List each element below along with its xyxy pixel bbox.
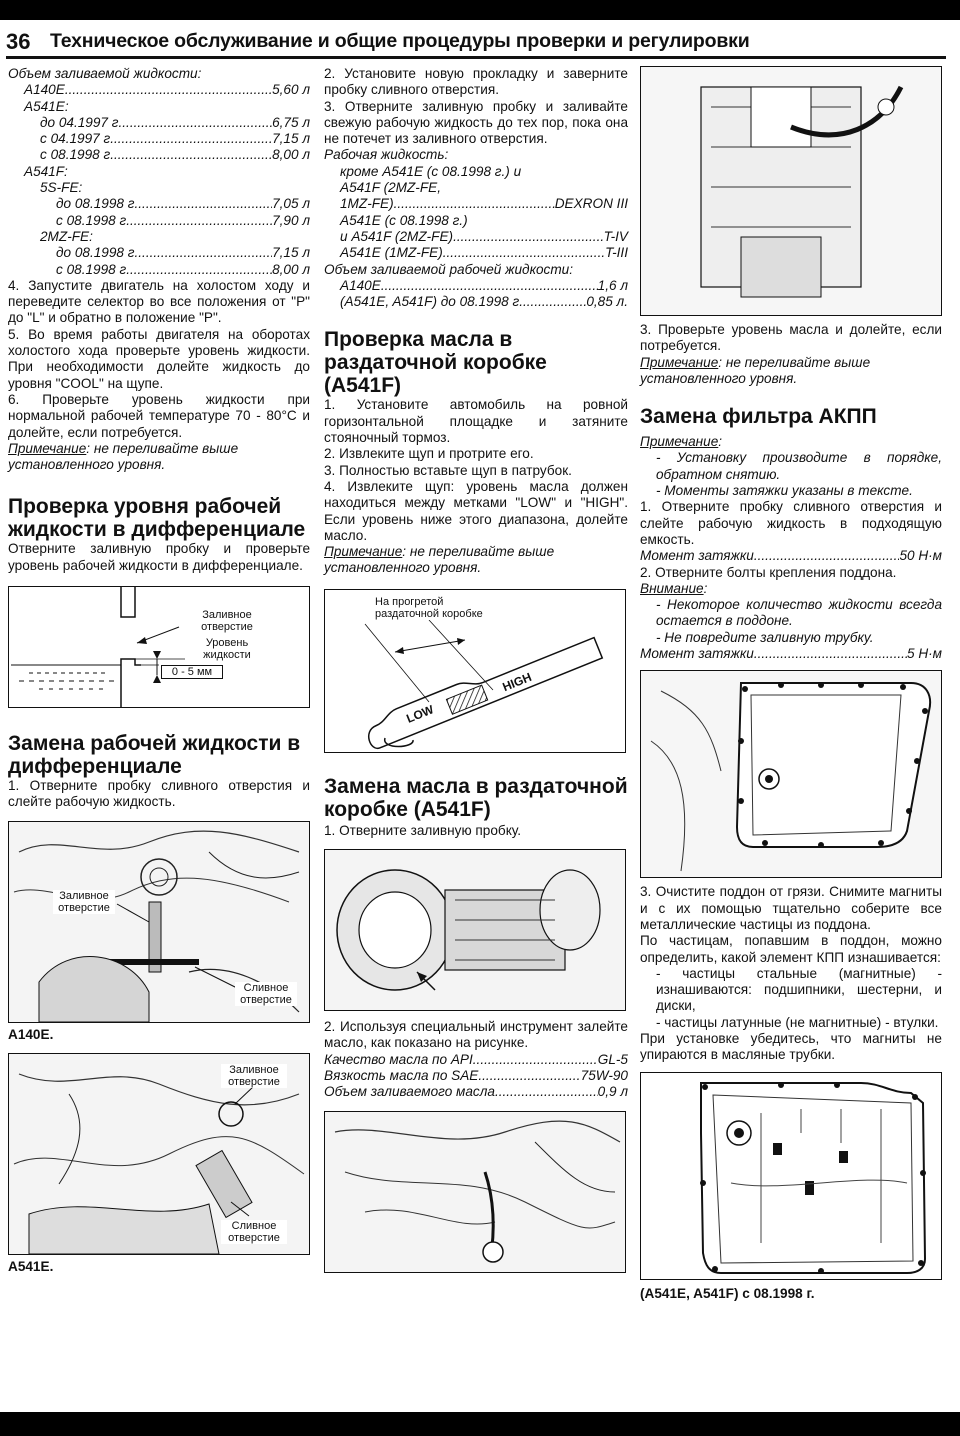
high-mark-label: HIGH [500,669,534,694]
note-text: : не переливайте выше установленного уровня. [640,354,871,386]
list-item: - Установку производите в порядке, обратном снятию. [656,450,942,482]
spec-row-3: Объем заливаемого масла ..... 0,9 л [324,1084,628,1100]
volume-row: 5S-FE: [40,180,83,196]
note-label: Примечание [640,354,719,370]
volume-row: A140E ..... 5,60 л [8,82,310,98]
volume-spec-list [8,82,310,278]
note2: Примечание: [640,434,723,450]
note-text: : не переливайте выше установленного уровня. [324,544,555,576]
pan-magnets-drawing [641,1073,941,1279]
volume-row: A541F: [24,163,68,179]
fluid-level-label: Уровень жидкости [185,637,269,661]
tr-step-2: 2. Используя специальный инструмент залейте масло, как показано на рисунке. [324,1019,628,1051]
manual-page [0,20,960,1412]
filler-hole-label: Заливное отверстие [221,1064,287,1088]
volume-row: 2MZ-FE: [40,228,93,244]
warning: Внимание: [640,580,708,596]
step-2: 2. Установите новую прокладку и заверните пробку сливного отверстия. [324,66,628,98]
volume-row: до 04.1997 г ..... 6,75 л [8,115,310,131]
install-note: При установке убедитесь, что магниты не упираются в масляные трубки. [640,1031,942,1063]
tc-step-2: 2. Извлеките щуп и протрите его. [324,446,534,462]
diff-replace-step-1: 1. Отверните пробку сливного отверстия и слейте рабочую жидкость. [8,778,310,810]
step-1: 1. Отверните пробку сливного отверстия и слейте рабочую жидкость в подходящую емкость. [640,499,942,547]
drain-hole-label: Сливное отверстие [221,1220,287,1244]
list-item: - Моменты затяжки указаны в тексте. [656,483,913,499]
a140e-caption: A140E. [8,1026,54,1042]
list-item: - частицы стальные (магнитные) - изнашиваются: подшипники, шестерни, и диски, [656,965,942,1014]
page-title: Техническое обслуживание и общие процедуры проверки и регулировки [50,30,750,52]
volume-row: с 08.1998 г ..... 7,90 л [8,213,310,229]
tc-step-1: 1. Установите автомобиль на ровной горизонтальной площадке и затяните стояночный тормоз. [324,397,628,446]
particles-list [640,966,942,1031]
pan-magnets-figure [640,1072,942,1280]
transfer-filler-figure [640,66,942,316]
step-4: 4. Запустите двигатель на холостом ходу и переведите селектор во все положения от "P" до "L" и обратно в положение "P". [8,277,310,326]
low-mark-label: LOW [404,701,436,726]
column-2 [324,66,628,1273]
filler-hole-label: Заливное отверстие [53,890,115,914]
step-6: 6. Проверьте уровень жидкости при нормальной рабочей температуре 70 - 80°C и долейте, если потребуется. [8,391,310,440]
fluid-title: Рабочая жидкость: [324,147,449,163]
column-1 [8,66,310,1275]
transfer-check-heading: Проверка масла в раздаточной коробке (A541F) [324,328,547,398]
note-text: : не переливайте выше установленного уровня. [8,440,239,473]
volume-row: с 08.1998 г ..... 8,00 л [8,147,310,163]
note [640,355,942,388]
fluid-row-2: и A541F (2MZ-FE) ..... T-IV [324,229,628,245]
step-3: 3. Проверьте уровень масла и долейте, если потребуется. [640,322,942,354]
transfer-filler-drawing [641,67,941,315]
tr-step-1: 1. Отверните заливную пробку. [324,822,522,838]
step-2: 2. Отверните болты крепления поддона. [640,564,897,580]
list-item: - частицы латунные (не магнитные) - втулки. [656,1014,939,1030]
spec-row-1: Качество масла по API ..... GL-5 [324,1052,628,1068]
step-3b: 3. Очистите поддон от грязи. Снимите магниты и с их помощью тщательно соберите все металлические частицы из поддона. [640,884,942,932]
volume-row-2: (A541E, A541F) до 08.1998 г ..... 0,85 л. [324,294,628,310]
step-5: 5. Во время работы двигателя на оборотах холостого хода проверьте уровень жидкости. При необходимости долейте жидкость до уровня "COOL" на щупе. [8,326,310,391]
oil-filling-figure [324,1111,626,1273]
oil-pan-drawing [641,671,941,877]
filter-heading: Замена фильтра АКПП [640,405,877,429]
fluid-row-3: A541E (1MZ-FE) ..... T-III [324,245,628,261]
volume-title: Объем заливаемой рабочей жидкости: [324,261,574,277]
oil-pan-figure [640,670,942,878]
volume-title: Объем заливаемой жидкости: [8,66,202,81]
fluid-row-1: 1MZ-FE) ..... DEXRON III [324,196,628,212]
diff-level-figure [8,586,310,708]
note2-label: Примечание [640,434,719,450]
pan-caption: (A541E, A541F) с 08.1998 г. [640,1285,815,1301]
volume-row: до 08.1998 г ..... 7,15 л [8,245,310,261]
step-3: 3. Отверните заливную пробку и заливайте свежую рабочую жидкость до тех пор, пока она не потечет из заливного отверстия. [324,98,628,147]
tc-step-4: 4. Извлеките щуп: уровень масла должен находиться между метками "LOW" и "HIGH". Если уровень ниже этого диапазона, долейте масло. [324,478,628,543]
fluid-line-2: A541F (2MZ-FE, [340,180,441,196]
a541e-caption: A541E. [8,1258,54,1274]
column-3 [640,66,942,1302]
oil-filling-drawing [325,1112,625,1272]
transfer-case-drawing [325,850,625,1010]
fluid-line-1: кроме A541E (с 08.1998 г.) и [340,163,522,179]
volume-row: с 08.1998 г ..... 8,00 л [8,262,310,278]
page-header [6,26,946,59]
note-label: Примечание [324,544,403,560]
note-label: Примечание [8,440,87,456]
diff-replace-heading: Замена рабочей жидкости в дифференциале [8,732,301,779]
filler-hole-label: Заливное отверстие [185,609,269,633]
warning-list [640,597,942,646]
range-label: 0 - 5 мм [161,665,223,679]
a140e-figure [8,821,310,1023]
torque-row-2: Момент затяжки ..... 5 Н·м [640,646,942,662]
torque-row-1: Момент затяжки ..... 50 Н·м [640,548,942,564]
dipstick-figure [324,589,626,753]
fluid-line-3: A541E (с 08.1998 г.) [340,212,468,228]
volume-row: с 04.1997 г ..... 7,15 л [8,131,310,147]
list-item: - Некоторое количество жидкости всегда остается в поддоне. [656,597,942,629]
page-number: 36 [6,29,31,54]
spec-row-2: Вязкость масла по SAE ..... 75W-90 [324,1068,628,1084]
warning-label: Внимание [640,580,704,596]
diff-check-heading: Проверка уровня рабочей жидкости в дифференциале [8,495,306,542]
note2-list [640,450,942,499]
dipstick-warm-label: На прогретой раздаточной коробке [375,596,505,620]
volume-row: A541E: [24,98,69,114]
volume-row: до 08.1998 г ..... 7,05 л [8,196,310,212]
transfer-replace-heading: Замена масла в раздаточной коробке (A541F) [324,774,628,821]
volume-row-1: A140E ..... 1,6 л [324,278,628,294]
tc-step-3: 3. Полностью вставьте щуп в патрубок. [324,462,572,478]
note [324,544,628,577]
note [8,441,310,474]
transfer-case-figure [324,849,626,1011]
particles-text: По частицам, попавшим в поддон, можно определить, какой элемент КПП изнашивается: [640,933,942,965]
diff-check-text: Отверните заливную пробку и проверьте уровень рабочей жидкости в дифференциале. [8,541,310,573]
drain-hole-label: Сливное отверстие [235,982,297,1006]
a541e-figure [8,1053,310,1255]
list-item: - Не повредите заливную трубку. [656,629,874,645]
